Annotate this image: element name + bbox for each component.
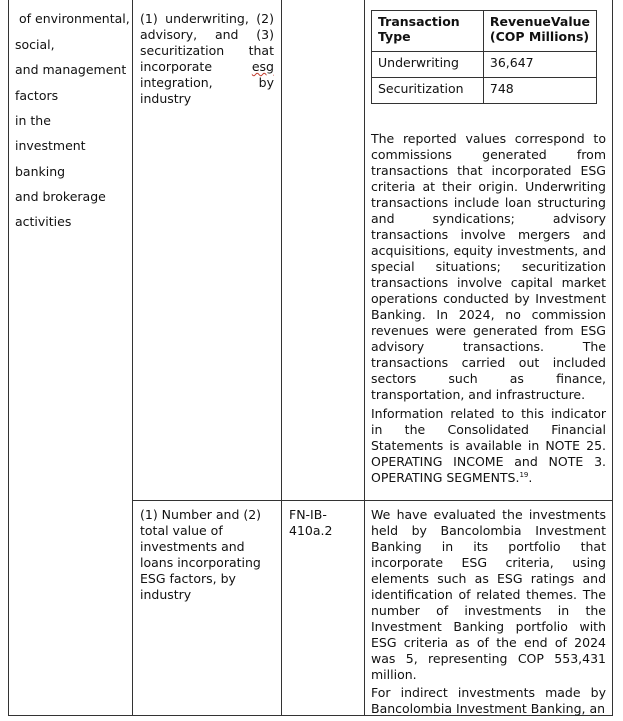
row1-metric-esg: esg: [251, 59, 274, 74]
revenue-header-word: Revenue: [489, 14, 551, 29]
row1-reference-text: Information related to this indicator in the Consolidated Financial Statements is available in NOTE 25. OPERATING INCOME and NOTE 3. OPERATING SEGMENTS.: [371, 406, 606, 485]
category-line: investment: [15, 138, 86, 153]
revenue-table-cell: Underwriting: [372, 52, 484, 78]
row2-metric: (1) Number and (2) total value of investments and loans incorporating ESG factors, by industry: [140, 507, 262, 602]
table-border-right: [612, 0, 613, 716]
revenue-header-word: Value: [550, 14, 590, 29]
revenue-table-cell: Securitization: [372, 78, 484, 104]
table-border-col1: [132, 0, 133, 716]
row1-paragraph-reference: [371, 406, 606, 486]
category-line: in the: [15, 113, 51, 128]
table-border-col3: [364, 0, 365, 716]
revenue-table-cell: 36,647: [483, 52, 596, 78]
row1-metric: [140, 11, 274, 107]
table-border-col2: [281, 0, 282, 716]
category-line: of environmental,: [19, 11, 130, 26]
row1-paragraph: The reported values correspond to commissions generated from transactions that incorporated ESG criteria at their origin. Underwriting transactions include loan structuring and syndications; advisory transactions involve mergers and acquisitions, equity investments, and special situations; securitization transactions involve capital market operations conducted by Investment Banking. In 2024, no commission revenues were generated from ESG advisory transactions. The transactions carried out included sectors such as finance, transportation, and infrastructure.: [371, 131, 606, 402]
category-line: and management: [15, 62, 127, 77]
row2-code: FN-IB-410a.2: [289, 507, 333, 538]
row1-reference-end: .: [528, 470, 533, 485]
revenue-header-unit: (COP Millions): [489, 29, 590, 44]
row-divider: [132, 500, 613, 501]
category-line: banking: [15, 164, 66, 179]
row2-paragraph: We have evaluated the investments held by Bancolombia Investment Banking in its portfolio that incorporate ESG criteria, using elements such as ESG ratings and identification of related themes. The number of investments in the Investment Banking portfolio with ESG criteria as of the end of 2024 was 5, representing COP 553,431 million.: [371, 507, 606, 682]
row1-metric-text: (1) underwriting, (2) advisory, and (3) securitization that incorporate: [140, 11, 274, 74]
category-line: and brokerage: [15, 189, 106, 204]
row1-metric-text-end: integration, by industry: [140, 75, 274, 106]
footnote-marker: 19: [519, 470, 529, 479]
category-line: factors: [15, 88, 59, 103]
table-border-left: [8, 0, 9, 716]
category-line: social,: [15, 37, 55, 52]
revenue-table-header: Transaction Type: [372, 11, 484, 52]
category-line: activities: [15, 214, 72, 229]
revenue-table-header: [483, 11, 596, 52]
row2-paragraph-cont: For indirect investments made by Bancolombia Investment Banking, an: [371, 685, 606, 716]
revenue-table: [371, 10, 597, 104]
revenue-table-cell: 748: [483, 78, 596, 104]
